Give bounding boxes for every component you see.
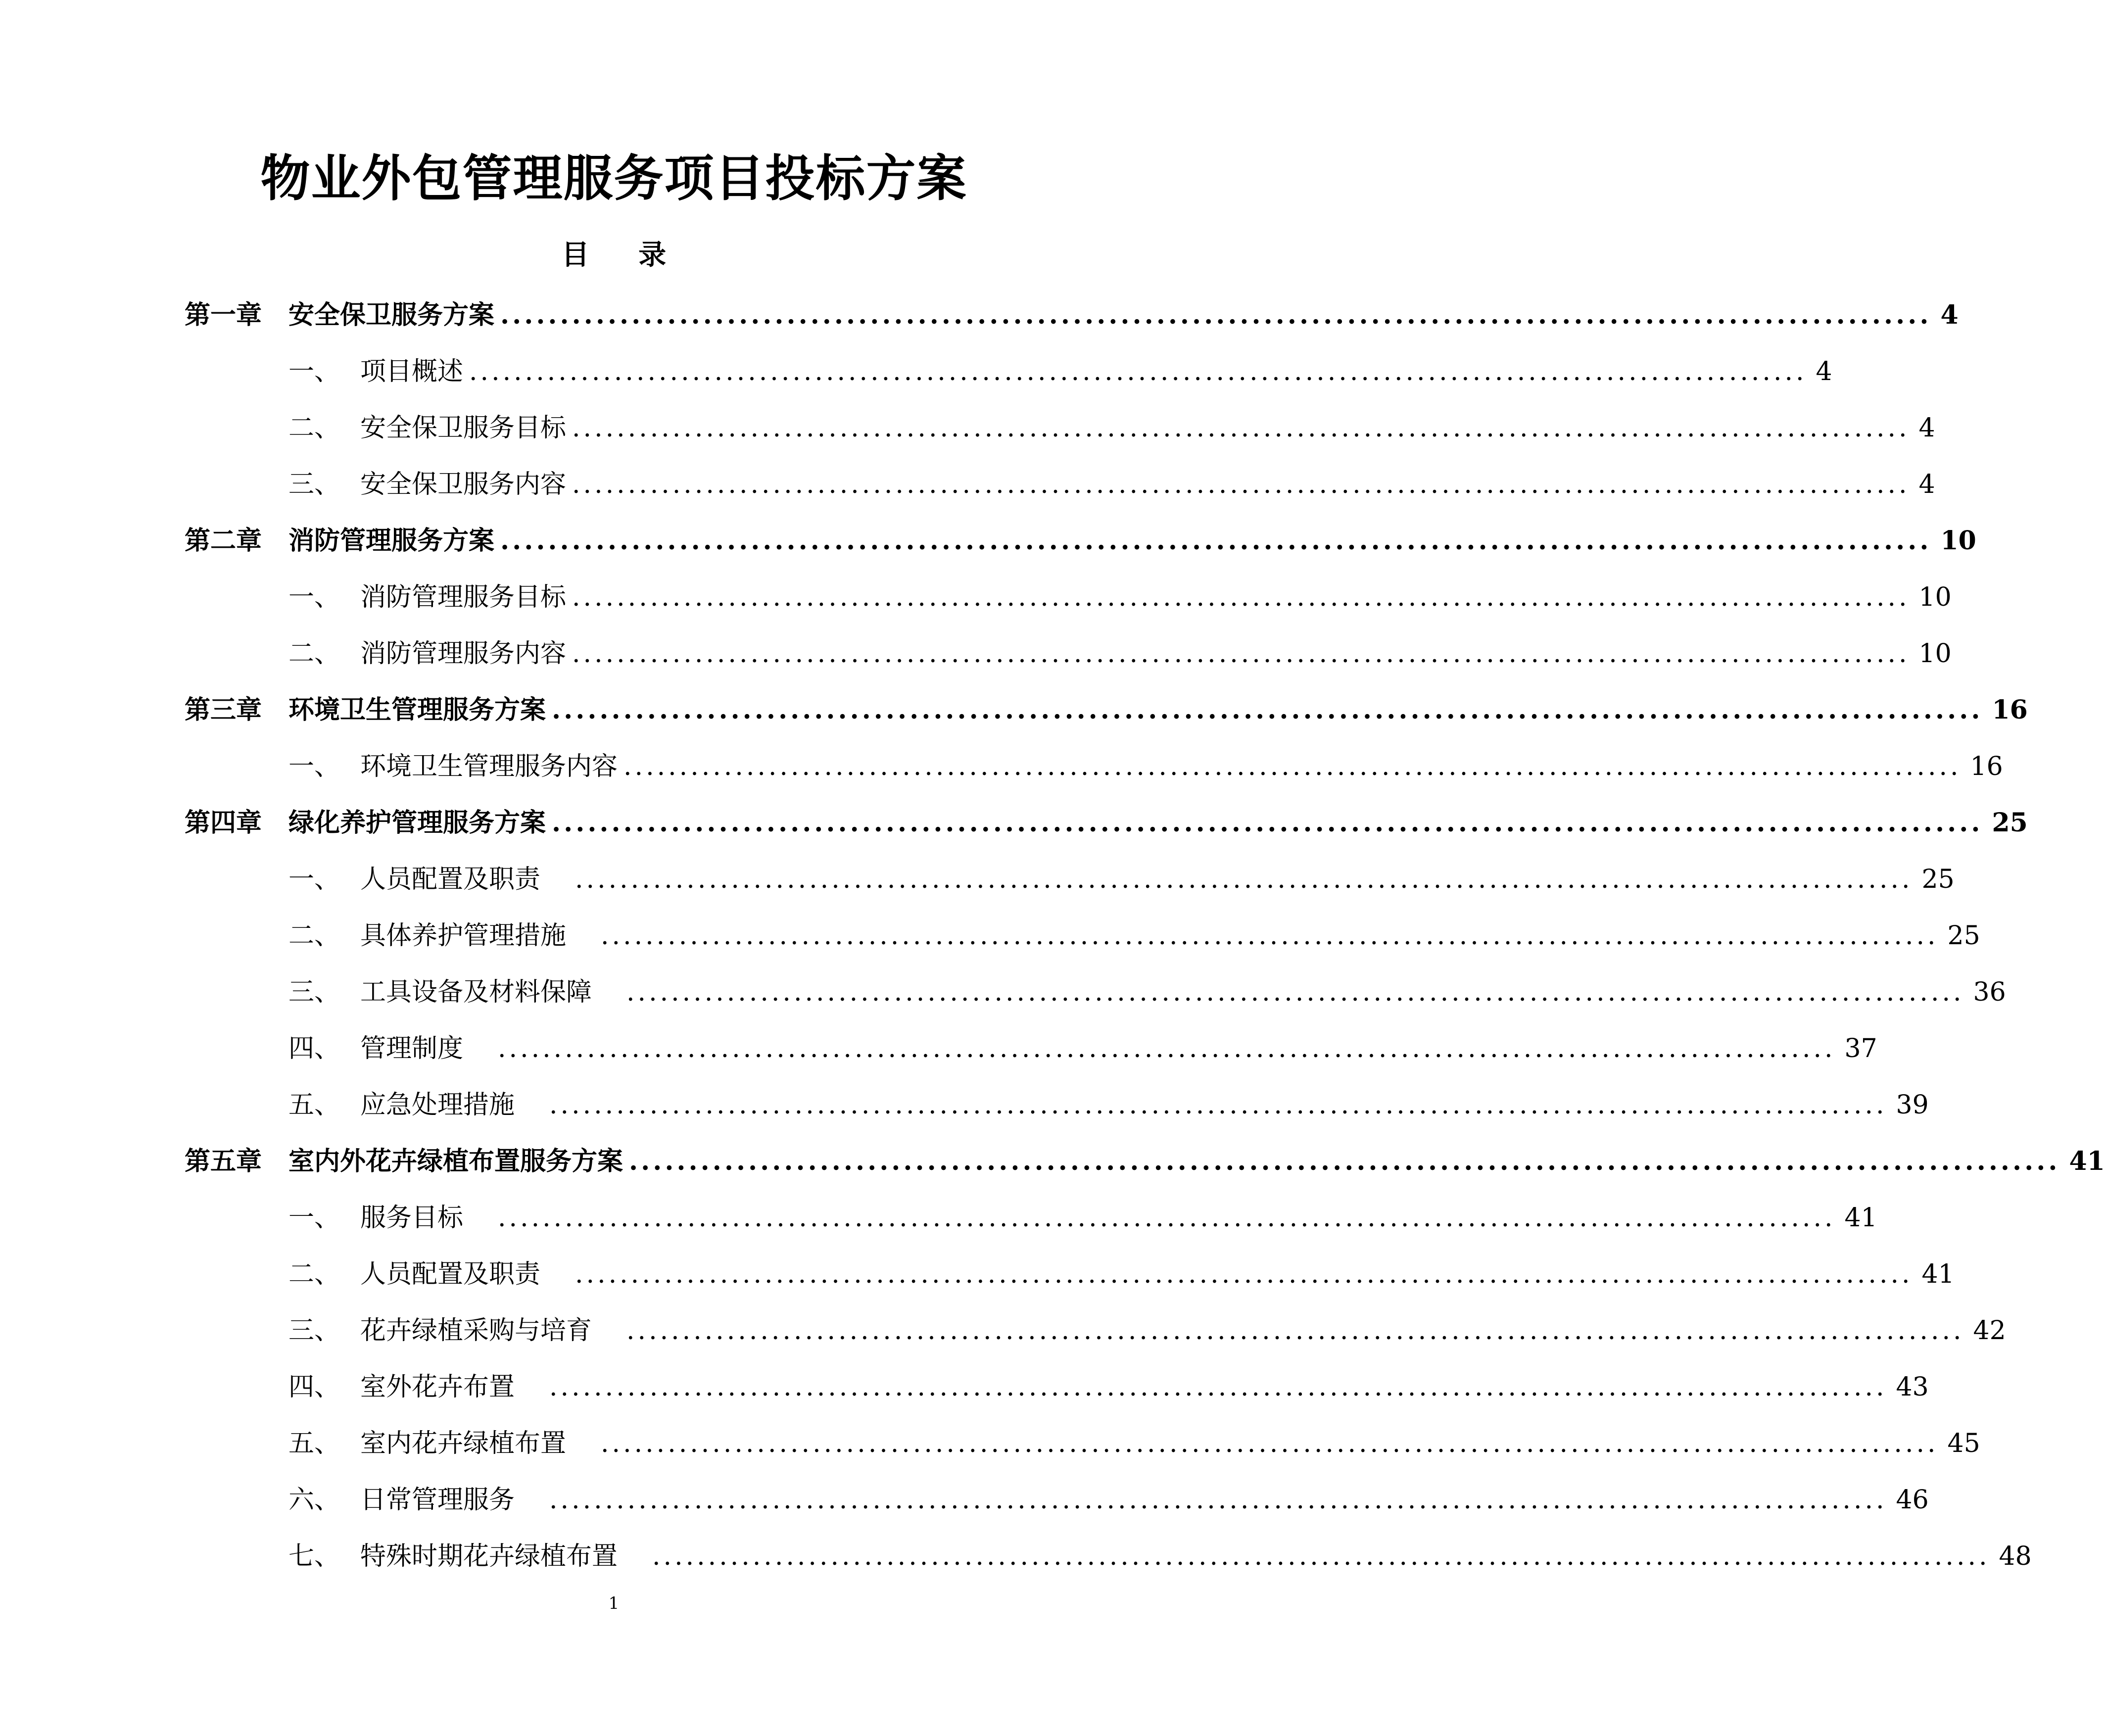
toc-entry-page: 4 <box>1918 413 1935 443</box>
table-of-contents <box>185 287 2105 1585</box>
toc-dot-leader: ........................................................................................................................ <box>623 752 1961 781</box>
toc-dot-leader: ........................................................................................................................ <box>601 1429 1939 1458</box>
toc-entry-page: 37 <box>1844 1034 1877 1063</box>
toc-section-entry[interactable] <box>185 1472 1929 1528</box>
toc-dot-leader: ........................................................................................................................ <box>500 526 1932 556</box>
toc-entry-number: 一、 <box>288 357 340 386</box>
toc-section-entry[interactable] <box>185 400 1935 456</box>
toc-entry-title: 室外花卉布置 <box>360 1372 515 1402</box>
toc-heading: 目 录 <box>561 239 686 271</box>
toc-dot-leader: ........................................................................................................................ <box>498 1203 1836 1233</box>
toc-entry-page: 10 <box>1918 582 1952 612</box>
toc-entry-title: 项目概述 <box>360 357 464 386</box>
toc-chapter-entry[interactable] <box>185 1133 2105 1190</box>
toc-entry-page: 10 <box>1940 526 1976 556</box>
toc-entry-title: 安全保卫服务方案 <box>288 300 495 330</box>
toc-entry-title: 环境卫生管理服务内容 <box>360 752 618 781</box>
toc-dot-leader: ........................................................................................................................ <box>549 1090 1887 1120</box>
toc-entry-number: 七、 <box>288 1542 340 1571</box>
toc-dot-leader: ........................................................................................................................ <box>469 357 1807 386</box>
toc-entry-number: 三、 <box>288 470 340 499</box>
toc-entry-page: 36 <box>1973 977 2006 1007</box>
toc-entry-page: 42 <box>1973 1316 2006 1346</box>
toc-entry-page: 4 <box>1918 470 1935 499</box>
toc-section-entry[interactable] <box>185 1528 2032 1585</box>
toc-dot-leader: ........................................................................................................................ <box>572 470 1910 499</box>
toc-chapter-entry[interactable] <box>185 682 2028 738</box>
toc-entry-number: 五、 <box>288 1429 340 1458</box>
toc-entry-title: 日常管理服务 <box>360 1485 515 1515</box>
toc-dot-leader: ........................................................................................................................ <box>626 977 1964 1007</box>
toc-entry-number: 第一章 <box>185 300 262 330</box>
toc-entry-number: 二、 <box>288 921 340 951</box>
toc-entry-number: 一、 <box>288 1203 340 1233</box>
toc-entry-title: 管理制度 <box>360 1034 464 1063</box>
toc-dot-leader: ........................................................................................................................ <box>572 639 1910 669</box>
document-title: 物业外包管理服务项目投标方案 <box>260 149 967 207</box>
toc-section-entry[interactable] <box>185 1077 1929 1133</box>
toc-section-entry[interactable] <box>185 1302 2006 1359</box>
toc-section-entry[interactable] <box>185 456 1935 513</box>
toc-entry-page: 25 <box>1992 808 2028 838</box>
toc-entry-page: 45 <box>1947 1429 1980 1458</box>
toc-entry-page: 4 <box>1940 300 1959 330</box>
toc-dot-leader: ........................................................................................................................ <box>629 1146 2060 1176</box>
toc-entry-page: 16 <box>1992 695 2028 725</box>
toc-entry-title: 室内花卉绿植布置 <box>360 1429 567 1458</box>
toc-dot-leader: ........................................................................................................................ <box>552 808 1983 838</box>
toc-entry-title: 绿化养护管理服务方案 <box>288 808 546 838</box>
toc-entry-number: 四、 <box>288 1034 340 1063</box>
toc-entry-number: 一、 <box>288 752 340 781</box>
toc-section-entry[interactable] <box>185 851 1955 908</box>
toc-entry-number: 二、 <box>288 639 340 669</box>
toc-entry-number: 第二章 <box>185 526 262 556</box>
toc-section-entry[interactable] <box>185 908 1980 964</box>
toc-entry-page: 4 <box>1816 357 1832 386</box>
toc-entry-number: 六、 <box>288 1485 340 1515</box>
toc-entry-title: 特殊时期花卉绿植布置 <box>360 1542 618 1571</box>
toc-entry-number: 二、 <box>288 1259 340 1289</box>
toc-dot-leader: ........................................................................................................................ <box>549 1372 1887 1402</box>
toc-entry-title: 环境卫生管理服务方案 <box>288 695 546 725</box>
toc-dot-leader: ........................................................................................................................ <box>572 582 1910 612</box>
toc-chapter-entry[interactable] <box>185 513 1976 569</box>
toc-section-entry[interactable] <box>185 738 2003 795</box>
toc-entry-title: 人员配置及职责 <box>360 1259 541 1289</box>
toc-dot-leader: ........................................................................................................................ <box>626 1316 1964 1346</box>
toc-section-entry[interactable] <box>185 1190 1877 1246</box>
toc-dot-leader: ........................................................................................................................ <box>652 1542 1990 1571</box>
toc-dot-leader: ........................................................................................................................ <box>572 413 1910 443</box>
toc-entry-page: 39 <box>1896 1090 1929 1120</box>
toc-entry-title: 消防管理服务目标 <box>360 582 567 612</box>
toc-dot-leader: ........................................................................................................................ <box>575 865 1913 894</box>
toc-entry-number: 第四章 <box>185 808 262 838</box>
toc-dot-leader: ........................................................................................................................ <box>552 695 1983 725</box>
toc-dot-leader: ........................................................................................................................ <box>549 1485 1887 1515</box>
toc-section-entry[interactable] <box>185 964 2006 1020</box>
toc-entry-title: 应急处理措施 <box>360 1090 515 1120</box>
toc-section-entry[interactable] <box>185 626 1952 682</box>
toc-dot-leader: ........................................................................................................................ <box>498 1034 1836 1063</box>
toc-entry-page: 48 <box>1999 1542 2032 1571</box>
toc-chapter-entry[interactable] <box>185 795 2028 851</box>
toc-entry-page: 41 <box>2069 1146 2105 1176</box>
toc-entry-title: 消防管理服务内容 <box>360 639 567 669</box>
toc-section-entry[interactable] <box>185 1415 1980 1472</box>
toc-entry-page: 46 <box>1896 1485 1929 1515</box>
toc-entry-title: 具体养护管理措施 <box>360 921 567 951</box>
toc-entry-number: 三、 <box>288 977 340 1007</box>
toc-dot-leader: ........................................................................................................................ <box>500 300 1932 330</box>
toc-entry-number: 第五章 <box>185 1146 262 1176</box>
toc-entry-title: 消防管理服务方案 <box>288 526 495 556</box>
toc-entry-title: 安全保卫服务内容 <box>360 470 567 499</box>
toc-section-entry[interactable] <box>185 343 1832 400</box>
toc-dot-leader: ........................................................................................................................ <box>601 921 1939 951</box>
toc-entry-number: 一、 <box>288 865 340 894</box>
toc-entry-title: 安全保卫服务目标 <box>360 413 567 443</box>
toc-entry-page: 41 <box>1844 1203 1877 1233</box>
toc-chapter-entry[interactable] <box>185 287 1959 343</box>
toc-section-entry[interactable] <box>185 1246 1955 1302</box>
toc-entry-page: 25 <box>1947 921 1980 951</box>
toc-entry-title: 人员配置及职责 <box>360 865 541 894</box>
toc-section-entry[interactable] <box>185 1359 1929 1415</box>
toc-entry-page: 10 <box>1918 639 1952 669</box>
toc-entry-number: 三、 <box>288 1316 340 1346</box>
toc-entry-page: 41 <box>1921 1259 1955 1289</box>
toc-entry-title: 工具设备及材料保障 <box>360 977 592 1007</box>
toc-entry-page: 16 <box>1970 752 2003 781</box>
toc-dot-leader: ........................................................................................................................ <box>575 1259 1913 1289</box>
toc-entry-number: 四、 <box>288 1372 340 1402</box>
page-number: 1 <box>608 1593 620 1613</box>
toc-entry-title: 服务目标 <box>360 1203 464 1233</box>
toc-entry-page: 25 <box>1921 865 1955 894</box>
toc-entry-number: 二、 <box>288 413 340 443</box>
toc-entry-number: 第三章 <box>185 695 262 725</box>
toc-entry-number: 五、 <box>288 1090 340 1120</box>
toc-entry-title: 室内外花卉绿植布置服务方案 <box>288 1146 623 1176</box>
toc-entry-number: 一、 <box>288 582 340 612</box>
toc-entry-title: 花卉绿植采购与培育 <box>360 1316 592 1346</box>
toc-entry-page: 43 <box>1896 1372 1929 1402</box>
toc-section-entry[interactable] <box>185 569 1952 626</box>
toc-section-entry[interactable] <box>185 1020 1877 1077</box>
